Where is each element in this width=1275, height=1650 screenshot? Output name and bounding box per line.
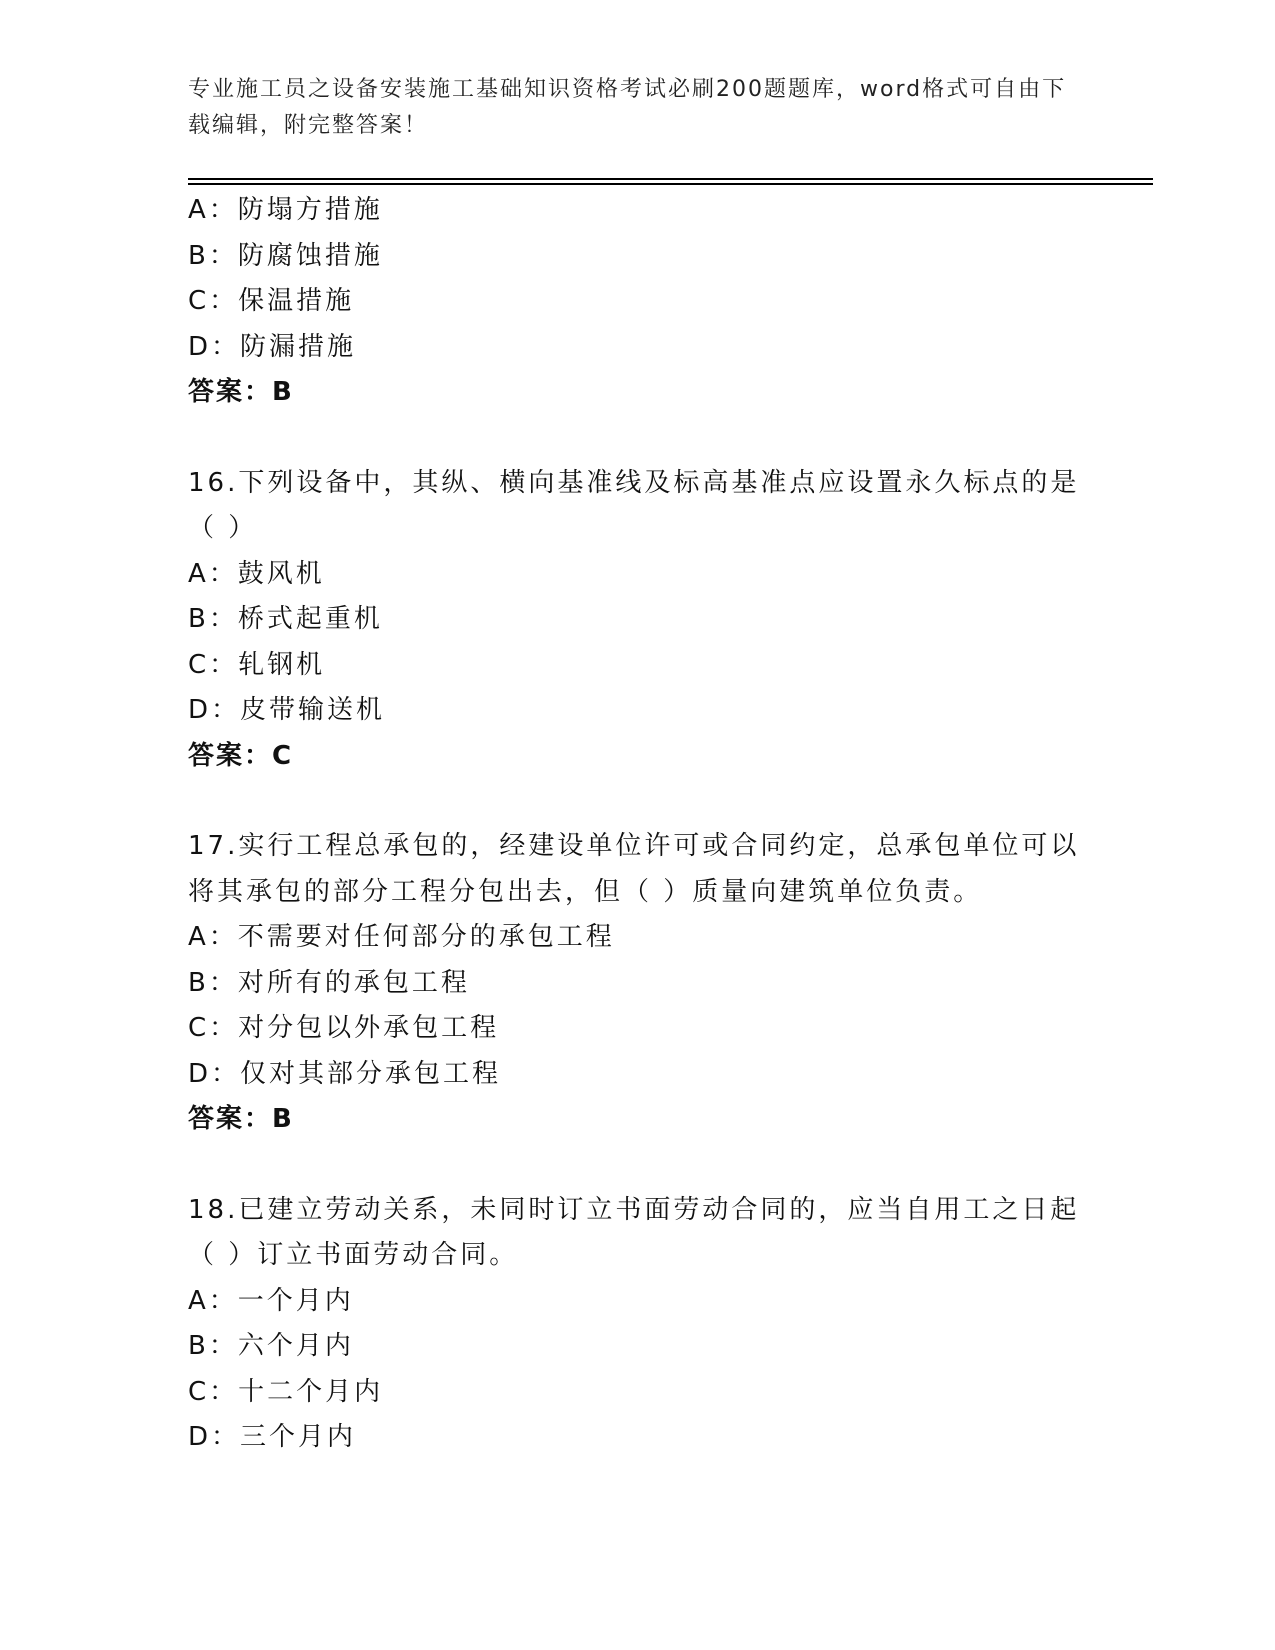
header-rule-bottom: [188, 183, 1153, 185]
option-d: D：仅对其部分承包工程: [188, 1058, 502, 1089]
option-b: B：六个月内: [188, 1331, 354, 1361]
option-d: D：皮带输送机: [188, 695, 386, 725]
option-c: C：保温措施: [188, 286, 355, 316]
question-17: [188, 824, 1088, 1143]
question-18: [188, 1188, 1088, 1461]
header-rule-top: [188, 178, 1153, 180]
document-body: [188, 188, 1088, 1461]
option-a: A：一个月内: [188, 1285, 354, 1316]
option-d: D：三个月内: [188, 1422, 357, 1452]
option-b: B：对所有的承包工程: [188, 967, 470, 998]
question-15-tail: [188, 188, 1088, 416]
page-header: 专业施工员之设备安装施工基础知识资格考试必刷200题题库，word格式可自由下载编辑，附完整答案！: [188, 77, 1067, 138]
option-c: C：十二个月内: [188, 1376, 384, 1407]
option-b: B：桥式起重机: [188, 604, 383, 634]
option-a: A：不需要对任何部分的承包工程: [188, 922, 615, 952]
option-c: C：轧钢机: [188, 649, 326, 680]
question-text: 17.实行工程总承包的，经建设单位许可或合同约定，总承包单位可以将其承包的部分工程分包出去，但（ ）质量向建筑单位负责。: [188, 831, 1080, 907]
question-text: 18.已建立劳动关系，未同时订立书面劳动合同的，应当自用工之日起（ ）订立书面劳动合同。: [188, 1194, 1080, 1270]
option-a: A：防塌方措施: [188, 195, 383, 225]
option-d: D：防漏措施: [188, 331, 357, 362]
option-b: B：防腐蚀措施: [188, 240, 383, 271]
question-16: [188, 461, 1088, 780]
answer: 答案：C: [188, 740, 294, 771]
option-a: A：鼓风机: [188, 558, 325, 589]
question-text: 16.下列设备中，其纵、横向基准线及标高基准点应设置永久标点的是（ ）: [188, 467, 1080, 543]
answer: 答案：B: [188, 1104, 294, 1134]
option-c: C：对分包以外承包工程: [188, 1013, 500, 1043]
answer: 答案：B: [188, 377, 294, 407]
